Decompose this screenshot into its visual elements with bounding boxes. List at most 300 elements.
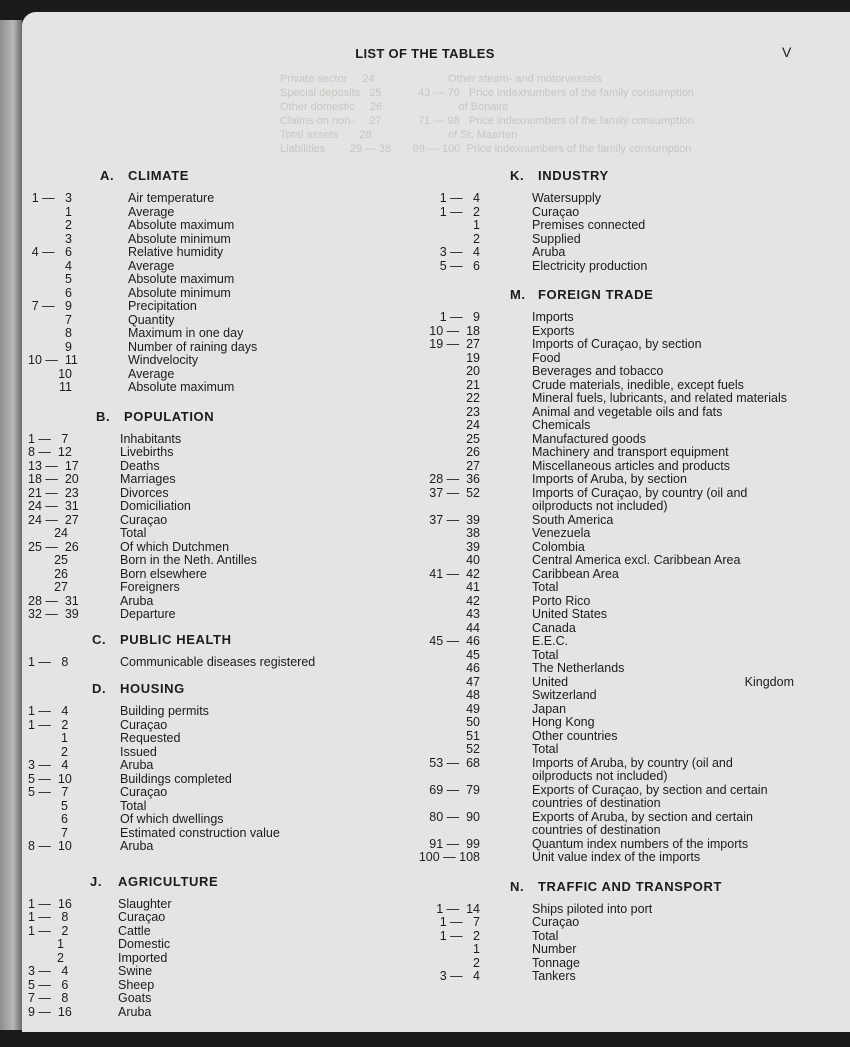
section-housing xyxy=(28,681,408,854)
table-number-range: 8 — 12 xyxy=(28,445,72,459)
toc-entry xyxy=(28,911,408,925)
table-title: Curaçao xyxy=(532,915,580,929)
table-title: Estimated construction value xyxy=(120,825,280,840)
table-number-range: 23 xyxy=(466,404,480,419)
table-title: South America xyxy=(532,512,614,527)
table-number-range: 46 xyxy=(466,661,480,675)
table-number-range: 45 xyxy=(466,647,480,662)
table-number-range: 3 — 4 xyxy=(439,969,480,983)
table-number-range: 1 xyxy=(473,218,480,232)
table-title: The Netherlands xyxy=(532,661,625,675)
table-title: Curaçao xyxy=(120,717,168,732)
table-number-range: 49 xyxy=(466,701,480,716)
toc-entry xyxy=(418,930,794,944)
table-number-range: 1 — 8 xyxy=(28,910,69,924)
toc-entry xyxy=(28,287,408,301)
table-title: Imports of Curaçao, by country (oil and oilproducts not included) xyxy=(532,485,748,513)
table-number-range: 28 — 31 xyxy=(28,593,79,608)
toc-entry xyxy=(28,381,408,395)
table-title: Food xyxy=(532,350,561,365)
toc-entry xyxy=(418,433,794,447)
table-title: Exports of Curaçao, by section and certain countries of destination xyxy=(532,782,768,810)
table-title: Curaçao xyxy=(120,785,168,799)
table-title: Goats xyxy=(118,991,152,1005)
toc-entry xyxy=(28,992,408,1006)
toc-entry xyxy=(418,757,794,784)
table-number-range: 10 — 18 xyxy=(429,323,480,338)
table-title: Electricity production xyxy=(532,258,648,273)
section-letter: D. xyxy=(92,681,107,696)
table-number-range: 2 xyxy=(65,218,72,232)
toc-entry xyxy=(418,943,794,957)
toc-entry xyxy=(418,838,794,852)
table-title: Of which Dutchmen xyxy=(120,539,230,554)
table-number-range: 1 — 9 xyxy=(439,310,480,324)
toc-entry xyxy=(418,514,794,528)
toc-entry xyxy=(418,703,794,717)
table-number-range: 50 xyxy=(466,715,480,729)
table-number-range: 22 xyxy=(466,391,480,405)
table-title: Machinery and transport equipment xyxy=(532,445,729,459)
table-number-range: 53 — 68 xyxy=(429,755,480,770)
table-number-range: 91 — 99 xyxy=(429,836,480,851)
toc-entry xyxy=(418,730,794,744)
table-title: Buildings completed xyxy=(120,771,232,786)
table-number-range: 1 — 7 xyxy=(439,915,480,929)
toc-entry xyxy=(418,379,794,393)
section-title: PUBLIC HEALTH xyxy=(120,631,232,647)
table-title: Quantity xyxy=(128,312,175,327)
table-title: United States xyxy=(532,607,608,621)
table-number-range: 21 xyxy=(466,377,480,392)
table-title: Switzerland xyxy=(532,688,597,702)
toc-entry xyxy=(28,206,408,220)
table-number-range: 3 — 4 xyxy=(28,758,69,772)
table-number-range: 1 — 2 xyxy=(439,204,480,219)
table-title: Number of raining days xyxy=(128,339,258,354)
table-title: Exports of Aruba, by section and certain countries of destination xyxy=(532,809,753,837)
toc-entry xyxy=(418,460,794,474)
table-title: Curaçao xyxy=(120,512,168,527)
table-title: Hong Kong xyxy=(532,715,595,729)
section-public-health xyxy=(28,632,408,670)
toc-entry xyxy=(28,840,408,854)
table-number-range: 11 xyxy=(59,380,72,394)
toc-entry xyxy=(418,568,794,582)
toc-entry xyxy=(28,979,408,993)
toc-entry xyxy=(418,970,794,984)
toc-entry xyxy=(418,662,794,676)
table-title: Cattle xyxy=(118,923,151,938)
toc-entry xyxy=(28,608,408,622)
table-number-range: 1 — 3 xyxy=(31,191,72,205)
table-number-range: 7 xyxy=(61,825,68,840)
toc-entry xyxy=(418,392,794,406)
table-title: Aruba xyxy=(120,593,154,608)
toc-entry xyxy=(28,327,408,341)
table-number-range: 1 — 7 xyxy=(28,431,69,446)
table-number-range: 69 — 79 xyxy=(429,782,480,797)
table-number-range: 7 — 9 xyxy=(31,299,72,313)
toc-entry xyxy=(418,527,794,541)
section-agriculture xyxy=(28,874,408,1020)
table-number-range: 1 — 14 xyxy=(436,901,480,916)
toc-entry xyxy=(28,341,408,355)
table-title: Mineral fuels, lubricants, and related materials xyxy=(532,391,787,405)
toc-entry xyxy=(418,716,794,730)
table-number-range: 47 xyxy=(466,674,480,689)
table-title: Divorces xyxy=(120,485,169,500)
table-number-range: 10 — 11 xyxy=(28,353,78,367)
table-title: Canada xyxy=(532,620,576,635)
table-number-range: 38 xyxy=(466,526,480,540)
table-title: Domestic xyxy=(118,937,171,951)
toc-entry xyxy=(418,851,794,865)
toc-entry xyxy=(418,581,794,595)
table-number-range: 24 — 31 xyxy=(28,499,79,513)
table-title: Other countries xyxy=(532,728,618,743)
toc-entry xyxy=(418,233,794,247)
table-title: Imported xyxy=(118,950,168,965)
table-title: Precipitation xyxy=(128,299,197,313)
table-number-range: 1 — 2 xyxy=(439,928,480,943)
table-number-range: 26 xyxy=(54,566,68,581)
table-title: Curaçao xyxy=(532,204,580,219)
table-title: Absolute minimum xyxy=(128,231,231,246)
toc-entry xyxy=(28,554,408,568)
section-industry xyxy=(418,168,794,273)
table-number-range: 39 xyxy=(466,539,480,554)
table-title: Aruba xyxy=(120,839,154,853)
section-title: INDUSTRY xyxy=(538,168,609,183)
toc-entry xyxy=(418,554,794,568)
toc-entry xyxy=(28,732,408,746)
table-title: Born in the Neth. Antilles xyxy=(120,553,257,567)
table-title: Quantum index numbers of the imports xyxy=(532,836,749,851)
table-title: Windvelocity xyxy=(128,353,199,367)
table-number-range: 43 xyxy=(466,607,480,621)
table-title: Requested xyxy=(120,731,181,745)
toc-entry xyxy=(28,446,408,460)
toc-entry xyxy=(28,192,408,206)
toc-entry xyxy=(28,527,408,541)
table-title: Livebirths xyxy=(120,445,174,459)
section-foreign-trade xyxy=(418,287,794,865)
toc-entry xyxy=(28,773,408,787)
table-number-range: 2 xyxy=(61,744,68,759)
table-number-range: 3 — 4 xyxy=(28,964,69,978)
section-title: HOUSING xyxy=(120,681,185,696)
toc-entry xyxy=(418,487,794,514)
table-number-range: 28 — 36 xyxy=(429,472,480,486)
table-title: Exports xyxy=(532,323,575,338)
table-title: Air temperature xyxy=(128,191,215,205)
table-title: Total xyxy=(532,647,559,662)
table-number-range: 5 xyxy=(65,272,72,286)
table-title: Imports of Aruba, by section xyxy=(532,472,687,486)
table-title: Swine xyxy=(118,964,153,978)
table-number-range: 45 — 46 xyxy=(429,634,480,648)
toc-entry xyxy=(418,541,794,555)
toc-entry xyxy=(418,419,794,433)
toc-entry xyxy=(28,273,408,287)
toc-entry xyxy=(28,460,408,474)
table-number-range: 4 xyxy=(65,258,72,273)
table-title: Absolute maximum xyxy=(128,272,235,286)
toc-entry xyxy=(418,676,794,690)
table-title: Average xyxy=(128,258,175,273)
page-number: V xyxy=(782,44,792,60)
table-number-range: 18 — 20 xyxy=(28,472,79,486)
section-title: POPULATION xyxy=(124,408,215,424)
table-title: Aruba xyxy=(120,758,154,772)
table-number-range: 25 xyxy=(54,553,68,567)
table-title: Absolute maximum xyxy=(128,380,235,394)
table-number-range: 41 — 42 xyxy=(429,566,480,581)
toc-entry xyxy=(418,446,794,460)
toc-entry xyxy=(28,233,408,247)
table-title: Average xyxy=(128,204,175,219)
table-title: Central America excl. Caribbean Area xyxy=(532,553,741,567)
section-letter: J. xyxy=(90,873,103,889)
table-title: Absolute minimum xyxy=(128,285,231,300)
toc-entry xyxy=(28,705,408,719)
table-number-range: 37 — 39 xyxy=(429,512,480,527)
section-traffic-and-transport xyxy=(418,879,794,984)
toc-entry xyxy=(28,314,408,328)
toc-entry xyxy=(28,656,408,670)
table-number-range: 7 xyxy=(65,312,72,327)
toc-entry xyxy=(28,898,408,912)
toc-entry xyxy=(418,338,794,352)
table-number-range: 5 xyxy=(61,798,68,813)
table-number-range: 27 xyxy=(466,458,480,473)
table-number-range: 9 xyxy=(65,339,72,354)
table-title: Marriages xyxy=(120,472,176,486)
section-title: FOREIGN TRADE xyxy=(538,287,654,302)
section-title: AGRICULTURE xyxy=(118,873,219,889)
table-number-range: 24 xyxy=(466,418,480,432)
page-title: LIST OF THE TABLES xyxy=(355,46,495,61)
toc-entry xyxy=(28,300,408,314)
toc-entry xyxy=(418,192,794,206)
table-number-range: 25 — 26 xyxy=(28,539,79,554)
toc-entry xyxy=(418,406,794,420)
toc-entry xyxy=(418,649,794,663)
table-number-range: 40 xyxy=(466,553,480,567)
toc-entry xyxy=(28,368,408,382)
table-number-range: 5 — 6 xyxy=(439,258,480,273)
toc-entry xyxy=(418,903,794,917)
table-number-range: 51 xyxy=(466,728,480,743)
table-title: Relative humidity xyxy=(128,245,224,259)
table-number-range: 5 — 10 xyxy=(28,771,72,786)
table-number-range: 37 — 52 xyxy=(429,485,480,500)
table-title: Domiciliation xyxy=(120,499,191,513)
section-population xyxy=(28,409,408,622)
toc-entry xyxy=(28,952,408,966)
toc-entry xyxy=(28,746,408,760)
toc-entry xyxy=(28,487,408,501)
toc-entry xyxy=(418,311,794,325)
toc-entry xyxy=(418,743,794,757)
table-number-range: 6 xyxy=(65,285,72,300)
left-column xyxy=(28,168,408,1019)
toc-entry xyxy=(28,568,408,582)
table-title: Beverages and tobacco xyxy=(532,364,664,378)
table-number-range: 13 — 17 xyxy=(28,458,79,473)
table-title: Departure xyxy=(120,607,176,621)
table-title: Ships piloted into port xyxy=(532,901,653,916)
previous-page-edge xyxy=(0,20,22,1030)
table-title: Manufactured goods xyxy=(532,431,646,446)
section-letter: K. xyxy=(510,168,525,183)
table-number-range: 3 — 4 xyxy=(439,245,480,259)
table-title: Supplied xyxy=(532,231,581,246)
section-climate xyxy=(28,168,408,395)
toc-entry xyxy=(28,1006,408,1020)
table-number-range: 4 — 6 xyxy=(31,245,72,259)
toc-entry xyxy=(418,595,794,609)
table-title: Premises connected xyxy=(532,218,646,232)
table-title: Venezuela xyxy=(532,526,591,540)
table-title: Aruba xyxy=(532,245,566,259)
toc-entry xyxy=(28,433,408,447)
toc-entry xyxy=(418,365,794,379)
table-title: Total xyxy=(532,580,559,594)
table-number-range: 26 xyxy=(466,445,480,459)
table-number-range: 42 xyxy=(466,593,480,608)
table-title: Average xyxy=(128,366,175,381)
toc-entry xyxy=(418,784,794,811)
table-number-range: 1 xyxy=(57,937,64,951)
table-number-range: 2 xyxy=(473,955,480,970)
table-title: Total xyxy=(532,742,559,756)
section-title: TRAFFIC AND TRANSPORT xyxy=(538,878,722,894)
table-number-range: 7 — 8 xyxy=(28,991,69,1005)
table-title: Number xyxy=(532,942,577,956)
toc-entry xyxy=(418,219,794,233)
toc-entry xyxy=(418,635,794,649)
section-title: CLIMATE xyxy=(128,168,190,183)
table-number-range: 25 xyxy=(466,431,480,446)
table-number-range: 1 — 2 xyxy=(28,923,69,938)
toc-entry xyxy=(418,811,794,838)
table-title: Born elsewhere xyxy=(120,566,207,581)
section-letter: B. xyxy=(96,408,111,424)
table-number-range: 52 xyxy=(466,742,480,756)
table-title: E.E.C. xyxy=(532,634,569,648)
table-number-range: 100 — 108 xyxy=(418,850,480,864)
toc-entry xyxy=(418,206,794,220)
table-number-range: 20 xyxy=(466,364,480,378)
toc-entry xyxy=(418,260,794,274)
table-title: Total xyxy=(120,798,147,813)
table-title: Imports of Curaçao, by section xyxy=(532,337,702,351)
toc-entry xyxy=(28,581,408,595)
toc-entry xyxy=(418,622,794,636)
table-number-range: 3 xyxy=(65,231,72,246)
table-number-range: 19 xyxy=(466,350,480,365)
toc-entry xyxy=(28,260,408,274)
toc-entry xyxy=(28,514,408,528)
table-number-range: 10 xyxy=(58,366,72,381)
right-column xyxy=(418,168,794,984)
table-number-range: 1 — 8 xyxy=(28,654,69,669)
table-title: Caribbean Area xyxy=(532,566,619,581)
table-title: Slaughter xyxy=(118,896,172,911)
table-number-range: 8 — 10 xyxy=(28,839,72,853)
table-title: Crude materials, inedible, except fuels xyxy=(532,377,744,392)
toc-entry xyxy=(28,759,408,773)
toc-entry xyxy=(418,608,794,622)
table-title: Maximum in one day xyxy=(128,326,244,340)
toc-entry xyxy=(28,800,408,814)
table-title: Foreigners xyxy=(120,580,180,594)
table-number-range: 21 — 23 xyxy=(28,485,79,500)
table-title: Total xyxy=(120,526,147,540)
toc-entry xyxy=(418,957,794,971)
table-title: United Kingdom xyxy=(532,674,794,689)
table-title: Tonnage xyxy=(532,955,580,970)
bleed-through-text: Private sector 24 Other steam- and motorvessels Special deposits 25 43 — 70 Price indexnumbers of the family consumption Other domestic 26 of Bonaire Claims on non- 27 71 — 98 Price indexnumbers of the family consumption Total assets 28 of St. Maarten Liabilities 29 — 38 99 — 100 Price indexnumbers of the family consumption xyxy=(280,73,694,155)
toc-entry xyxy=(28,938,408,952)
table-number-range: 8 xyxy=(65,326,72,340)
toc-entry xyxy=(28,541,408,555)
table-number-range: 27 xyxy=(54,580,68,594)
table-title: Unit value index of the imports xyxy=(532,850,701,864)
table-title: Curaçao xyxy=(118,910,166,924)
table-title: Watersupply xyxy=(532,191,602,205)
table-number-range: 44 xyxy=(466,620,480,635)
table-title: Imports xyxy=(532,310,574,324)
table-title: Miscellaneous articles and products xyxy=(532,458,731,473)
table-title: Colombia xyxy=(532,539,585,554)
toc-entry xyxy=(418,325,794,339)
section-letter: C. xyxy=(92,631,107,647)
table-number-range: 1 — 4 xyxy=(28,704,69,718)
toc-entry xyxy=(28,965,408,979)
table-number-range: 5 — 6 xyxy=(28,977,69,992)
table-title: Total xyxy=(532,928,559,943)
table-number-range: 1 — 2 xyxy=(28,717,69,732)
table-number-range: 5 — 7 xyxy=(28,785,69,799)
table-title: Imports of Aruba, by country (oil and oilproducts not included) xyxy=(532,755,733,783)
toc-entry xyxy=(418,246,794,260)
table-number-range: 2 xyxy=(473,231,480,246)
table-number-range: 24 — 27 xyxy=(28,512,79,527)
table-number-range: 1 xyxy=(65,204,72,219)
table-title: Chemicals xyxy=(532,418,591,432)
toc-entry xyxy=(28,500,408,514)
toc-entry xyxy=(28,473,408,487)
table-number-range: 80 — 90 xyxy=(429,809,480,824)
table-number-range: 1 — 4 xyxy=(439,191,480,205)
table-title: Sheep xyxy=(118,977,155,992)
toc-entry xyxy=(28,595,408,609)
toc-entry xyxy=(418,352,794,366)
section-letter: N. xyxy=(510,878,525,894)
table-title: Communicable diseases registered xyxy=(120,654,316,669)
table-number-range: 1 xyxy=(473,942,480,956)
table-number-range: 1 — 16 xyxy=(28,896,72,911)
table-number-range: 41 xyxy=(466,580,480,594)
table-number-range: 48 xyxy=(466,688,480,702)
table-number-range: 24 xyxy=(54,526,68,540)
toc-entry xyxy=(418,916,794,930)
table-title: Issued xyxy=(120,744,157,759)
toc-entry xyxy=(418,689,794,703)
